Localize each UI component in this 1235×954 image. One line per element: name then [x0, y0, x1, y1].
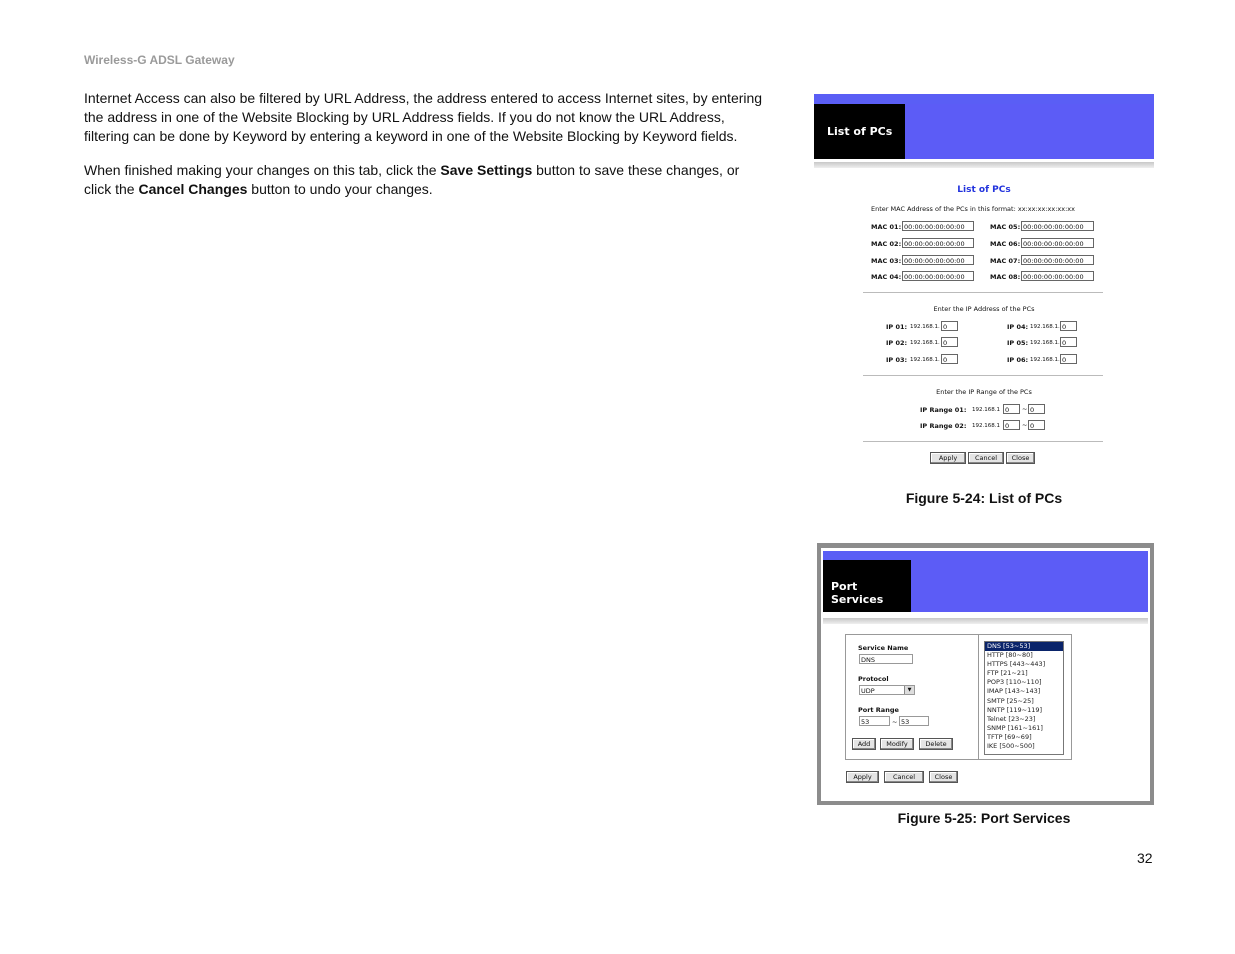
list-item[interactable]: TFTP [69~69]: [987, 732, 1032, 741]
list-item[interactable]: FTP [21~21]: [987, 669, 1028, 678]
close-button[interactable]: Close: [1006, 452, 1035, 464]
banner-top-strip: [823, 551, 1148, 560]
ip-04-label: IP 04:: [1007, 323, 1029, 331]
mac-06-input[interactable]: 00:00:00:00:00:00: [1021, 238, 1094, 248]
mac-instruction: Enter MAC Address of the PCs in this format: xx:xx:xx:xx:xx:xx: [871, 205, 1075, 213]
banner-title: Port Services: [831, 580, 884, 606]
banner-divider: [814, 162, 1154, 168]
section-title: List of PCs: [957, 185, 1011, 195]
ip-04-input[interactable]: 0: [1060, 321, 1077, 331]
ip-range-01-to-input[interactable]: 0: [1028, 404, 1045, 414]
ip-05-prefix: 192.168.1.: [1030, 340, 1060, 346]
mac-03-label: MAC 03:: [871, 257, 902, 265]
list-item[interactable]: HTTPS [443~443]: [987, 660, 1046, 669]
figure-caption-port-services: Figure 5-25: Port Services: [897, 810, 1071, 826]
mac-05-input[interactable]: 00:00:00:00:00:00: [1021, 221, 1094, 231]
delete-button[interactable]: Delete: [919, 738, 953, 750]
list-item[interactable]: POP3 [110~110]: [987, 678, 1042, 687]
ip-01-prefix: 192.168.1.: [910, 324, 940, 330]
section-divider: [863, 441, 1103, 442]
document-header: Wireless-G ADSL Gateway: [84, 53, 235, 67]
ip-range-01-label: IP Range 01:: [920, 406, 967, 414]
chevron-down-icon[interactable]: ▼: [904, 686, 914, 694]
mac-08-input[interactable]: 00:00:00:00:00:00: [1021, 271, 1094, 281]
mac-07-input[interactable]: 00:00:00:00:00:00: [1021, 255, 1094, 265]
banner-title-block: [823, 560, 911, 612]
section-divider: [863, 375, 1103, 376]
ip-06-prefix: 192.168.1.: [1030, 357, 1060, 363]
service-name-input[interactable]: DNS: [859, 654, 913, 664]
list-item[interactable]: DNS [53~53]: [985, 642, 1063, 651]
text-run: button to save these changes, or click the: [84, 162, 740, 197]
ip-05-label: IP 05:: [1007, 339, 1029, 347]
ip-range-01-prefix: 192.168.1: [972, 407, 1000, 413]
cancel-changes-emphasis: Cancel Changes: [138, 181, 248, 197]
list-item[interactable]: SNMP [161~161]: [987, 723, 1043, 732]
section-divider: [863, 292, 1103, 293]
list-item[interactable]: HTTP [80~80]: [987, 651, 1033, 660]
ip-02-prefix: 192.168.1.: [910, 340, 940, 346]
text-run: button to undo your changes.: [247, 181, 433, 197]
cancel-button[interactable]: Cancel: [968, 452, 1004, 464]
range-dash: ~: [1022, 405, 1028, 413]
paragraph-url-filter: Internet Access can also be filtered by URL Address, the address entered to access Internet sites, by entering the address in one of the Website Blocking by URL Address fields. If you do not know the URL Address, filtering can be done by Keyword by entering a keyword in one of the Website Blocking by Keyword fields.: [84, 90, 763, 144]
figure-list-of-pcs: [814, 94, 1154, 474]
ip-01-label: IP 01:: [886, 323, 908, 331]
ip-range-02-prefix: 192.168.1: [972, 423, 1000, 429]
service-listbox[interactable]: [984, 641, 1064, 755]
mac-06-label: MAC 06:: [990, 240, 1021, 248]
ip-range-02-to-input[interactable]: 0: [1028, 420, 1045, 430]
ip-instruction: Enter the IP Address of the PCs: [933, 305, 1035, 313]
banner-top-strip: [814, 94, 1154, 104]
range-instruction: Enter the IP Range of the PCs: [936, 388, 1032, 396]
mac-08-label: MAC 08:: [990, 273, 1021, 281]
ip-03-input[interactable]: 0: [941, 354, 958, 364]
mac-04-label: MAC 04:: [871, 273, 902, 281]
mac-02-label: MAC 02:: [871, 240, 902, 248]
ip-04-prefix: 192.168.1.: [1030, 324, 1060, 330]
list-item[interactable]: IKE [500~500]: [987, 742, 1035, 751]
ip-range-02-label: IP Range 02:: [920, 422, 967, 430]
close-button[interactable]: Close: [929, 771, 958, 783]
list-item[interactable]: NNTP [119~119]: [987, 705, 1043, 714]
list-item[interactable]: Telnet [23~23]: [987, 714, 1036, 723]
add-button[interactable]: Add: [852, 738, 876, 750]
page-number: 32: [1137, 850, 1153, 866]
save-settings-emphasis: Save Settings: [440, 162, 533, 178]
list-item[interactable]: IMAP [143~143]: [987, 687, 1041, 696]
range-dash: ~: [1022, 421, 1028, 429]
list-item[interactable]: SMTP [25~25]: [987, 696, 1034, 705]
ip-03-label: IP 03:: [886, 356, 908, 364]
protocol-label: Protocol: [858, 675, 889, 683]
port-from-input[interactable]: 53: [859, 716, 890, 726]
mac-05-label: MAC 05:: [990, 223, 1021, 231]
ip-02-label: IP 02:: [886, 339, 908, 347]
banner-title: List of PCs: [827, 125, 893, 138]
ip-02-input[interactable]: 0: [941, 337, 958, 347]
range-dash: ~: [892, 718, 898, 726]
ip-06-input[interactable]: 0: [1060, 354, 1077, 364]
cancel-button[interactable]: Cancel: [884, 771, 924, 783]
text-run: When finished making your changes on this tab, click the: [84, 162, 441, 178]
figure-port-services: [817, 543, 1154, 805]
panel-divider: [978, 635, 979, 759]
ip-03-prefix: 192.168.1.: [910, 357, 940, 363]
paragraph-save-instructions: [84, 161, 764, 199]
protocol-select[interactable]: [859, 685, 915, 695]
service-name-label: Service Name: [858, 644, 909, 652]
apply-button[interactable]: Apply: [930, 452, 966, 464]
modify-button[interactable]: Modify: [880, 738, 914, 750]
ip-range-02-from-input[interactable]: 0: [1003, 420, 1020, 430]
mac-02-input[interactable]: 00:00:00:00:00:00: [902, 238, 974, 248]
mac-07-label: MAC 07:: [990, 257, 1021, 265]
ip-05-input[interactable]: 0: [1060, 337, 1077, 347]
ip-range-01-from-input[interactable]: 0: [1003, 404, 1020, 414]
figure-caption-list-of-pcs: Figure 5-24: List of PCs: [905, 490, 1063, 506]
mac-04-input[interactable]: 00:00:00:00:00:00: [902, 271, 974, 281]
mac-03-input[interactable]: 00:00:00:00:00:00: [902, 255, 974, 265]
apply-button[interactable]: Apply: [846, 771, 879, 783]
port-to-input[interactable]: 53: [899, 716, 929, 726]
mac-01-label: MAC 01:: [871, 223, 902, 231]
ip-01-input[interactable]: 0: [941, 321, 958, 331]
banner-divider: [823, 618, 1148, 624]
port-range-label: Port Range: [858, 706, 899, 714]
ip-06-label: IP 06:: [1007, 356, 1029, 364]
protocol-value: UDP: [861, 687, 875, 695]
mac-01-input[interactable]: 00:00:00:00:00:00: [902, 221, 974, 231]
banner-title-block: [814, 104, 905, 159]
window-body: [821, 548, 1150, 801]
